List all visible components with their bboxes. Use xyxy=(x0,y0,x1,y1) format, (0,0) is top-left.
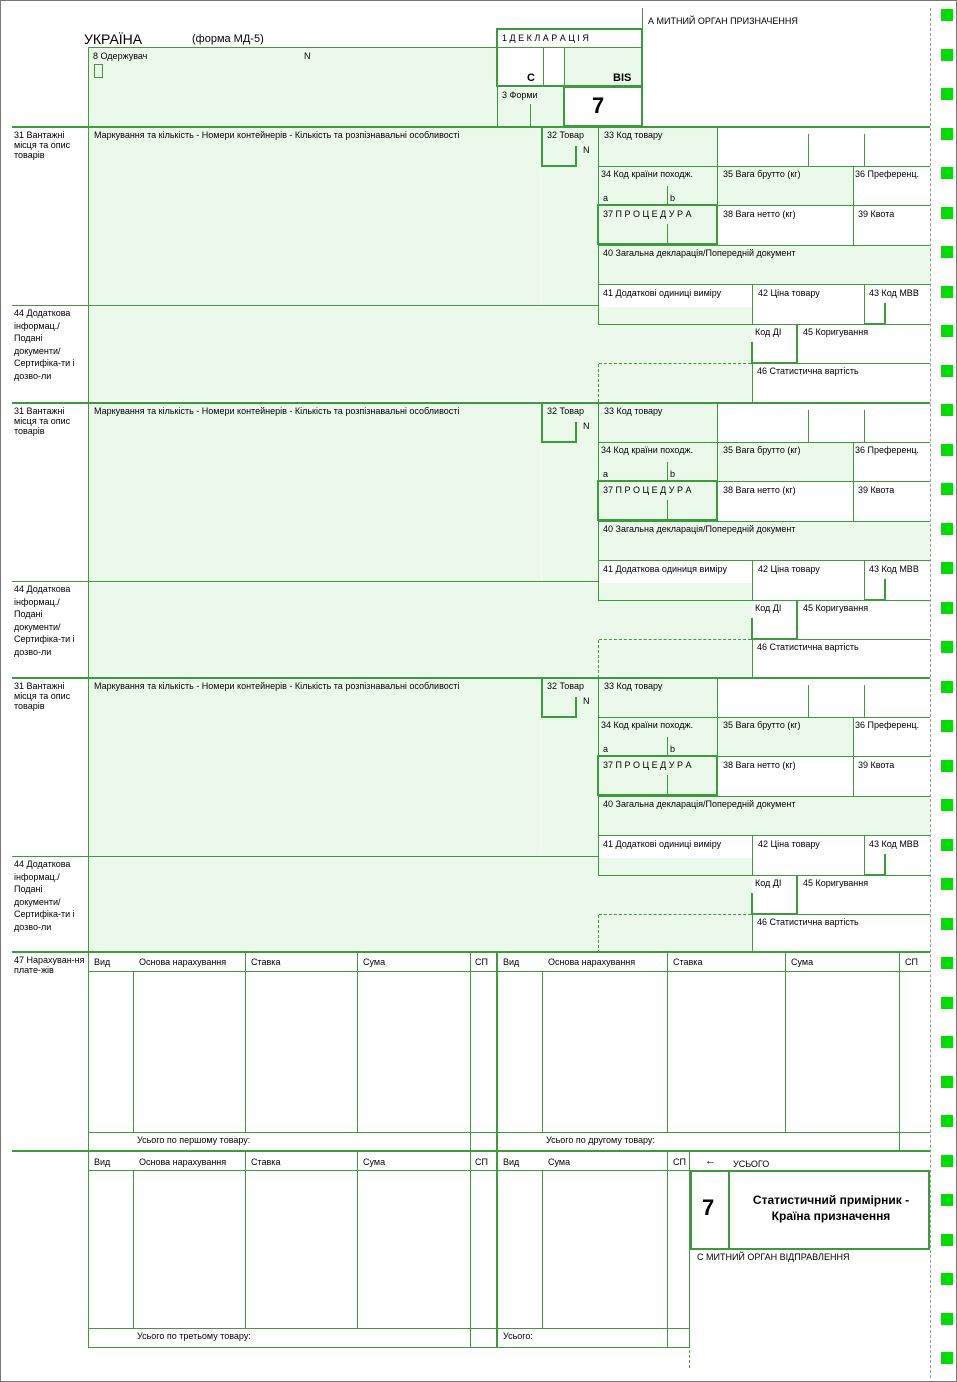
col-sep xyxy=(542,1170,543,1328)
box36-label: 36 Преференц. xyxy=(855,445,920,455)
box45-left xyxy=(796,324,798,364)
col-sp-3: СП xyxy=(475,1157,488,1167)
perforation-mark xyxy=(941,1273,953,1285)
col-sep xyxy=(470,952,471,1150)
box37-label: 37 П Р О Ц Е Д У Р А xyxy=(603,209,692,219)
box32-n: N xyxy=(583,145,590,155)
block-left-line xyxy=(88,402,89,678)
perforation-mark xyxy=(941,720,953,732)
box34-label: 34 Код країни походж. xyxy=(601,720,694,730)
box33-sep xyxy=(717,127,718,166)
total-second: Усього по другому товару: xyxy=(546,1135,655,1145)
box37-sep xyxy=(667,224,668,244)
row-line xyxy=(599,284,930,285)
code-di-tick xyxy=(751,618,753,640)
row-line xyxy=(599,796,930,797)
box31-fill xyxy=(89,127,541,305)
declaration-c: C xyxy=(527,72,535,84)
box45-label: 45 Коригування xyxy=(803,603,869,613)
box43-label: 43 Код МВВ xyxy=(869,288,919,298)
perforation-mark xyxy=(941,365,953,377)
perforation-mark xyxy=(941,9,953,21)
form-name: (форма МД-5) xyxy=(192,33,264,45)
box41-label: 41 Додаткова одиниця виміру xyxy=(603,564,727,574)
box31-sub: Маркування та кількість - Номери контейнерів - Кількість та розпізнавальні особливості xyxy=(94,130,460,140)
row-line xyxy=(599,442,930,443)
box34-b: b xyxy=(670,469,676,479)
box32-tick xyxy=(575,146,577,167)
box37-sep xyxy=(667,775,668,795)
box42-label: 42 Ціна товару xyxy=(758,564,820,574)
block-top-line xyxy=(12,677,930,679)
perforation-mark xyxy=(941,1076,953,1088)
code-di-label: Код ДІ xyxy=(755,878,782,888)
box38-label: 38 Вага нетто (кг) xyxy=(723,485,796,495)
forms-divider xyxy=(530,104,531,126)
box42-label: 42 Ціна товару xyxy=(758,288,820,298)
box33-label: 33 Код товару xyxy=(604,130,663,140)
code-di-label: Код ДІ xyxy=(755,327,782,337)
box32-left xyxy=(541,126,543,167)
col-base-3: Основа нарахування xyxy=(139,1157,227,1167)
box34-sep xyxy=(667,462,668,480)
block-top-line xyxy=(12,126,930,128)
copy-title: Статистичний примірник - Країна призначення xyxy=(752,1193,910,1223)
col-752 xyxy=(752,561,753,601)
box33-label: 33 Код товару xyxy=(604,406,663,416)
perforation-mark xyxy=(941,562,953,574)
dashed-line xyxy=(598,915,599,953)
charges-lower-total-line xyxy=(88,1328,690,1329)
total-first: Усього по першому товару: xyxy=(137,1135,251,1145)
col-sep xyxy=(667,1151,668,1348)
perforation-mark xyxy=(941,957,953,969)
box34-label: 34 Код країни походж. xyxy=(601,445,694,455)
perforation-mark xyxy=(941,641,953,653)
block-left-line xyxy=(88,126,89,402)
col-type-3: Вид xyxy=(94,1157,111,1167)
box43-label: 43 Код МВВ xyxy=(869,839,919,849)
col-752 xyxy=(752,836,753,876)
declaration-v2 xyxy=(564,48,565,86)
box45-left xyxy=(796,875,798,915)
block-top-line xyxy=(12,402,930,404)
col-rate-3: Ставка xyxy=(251,1157,281,1167)
dashed-line xyxy=(599,363,751,364)
grand-total-label: УСЬОГО xyxy=(733,1159,770,1169)
box31-label: 31 Вантажні місця та опис товарів xyxy=(14,130,71,160)
box33-sep xyxy=(808,410,809,442)
box31-sub: Маркування та кількість - Номери контейнерів - Кількість та розпізнавальні особливості xyxy=(94,681,460,691)
row-line xyxy=(599,835,930,836)
box34-a: a xyxy=(603,469,609,479)
perforation-mark xyxy=(941,1115,953,1127)
box45-left xyxy=(796,600,798,640)
total-label: Усього: xyxy=(503,1331,533,1341)
box44-label: 44 Додаткова інформац./ Подані документи/ Сертифіка-ти і дозво-ли xyxy=(14,859,75,932)
box33-sep xyxy=(808,685,809,717)
box39-label: 39 Квота xyxy=(858,760,895,770)
box41-label: 41 Додаткові одиниці виміру xyxy=(603,288,722,298)
col-sp-2: СП xyxy=(905,957,918,967)
box-c-dashed-top xyxy=(690,1248,930,1249)
code-di-label: Код ДІ xyxy=(755,603,782,613)
box31-fill xyxy=(89,678,541,856)
box40-label: 40 Загальна декларація/Попередній документ xyxy=(603,248,796,258)
forms-label: 3 Форми xyxy=(502,90,538,100)
row-line xyxy=(599,324,930,325)
box44-top-line xyxy=(12,305,599,306)
box-a-tick xyxy=(642,8,643,30)
perforation-mark xyxy=(941,88,953,100)
box43-tick xyxy=(884,579,886,601)
col-sep xyxy=(542,971,543,1132)
box37-sep xyxy=(667,500,668,520)
perforation-mark xyxy=(941,1194,953,1206)
col-sep xyxy=(245,952,246,1132)
row-line xyxy=(798,914,930,915)
col-sep xyxy=(133,971,134,1132)
box32-left xyxy=(541,402,543,443)
box32-label: 32 Товар xyxy=(547,406,585,416)
box46-left xyxy=(752,915,753,953)
perforation-mark xyxy=(941,1155,953,1167)
perforation-mark xyxy=(941,839,953,851)
col-type-2: Вид xyxy=(503,957,520,967)
box33-label: 33 Код товару xyxy=(604,681,663,691)
box33-sep xyxy=(864,685,865,717)
col-sum-4: Сума xyxy=(548,1157,571,1167)
col-rate: Ставка xyxy=(251,957,281,967)
col-752 xyxy=(752,285,753,325)
box32-tick xyxy=(575,422,577,443)
box32-label: 32 Товар xyxy=(547,681,585,691)
box46-label: 46 Статистична вартість xyxy=(757,366,859,376)
perforation-mark xyxy=(941,1234,953,1246)
dashed-line xyxy=(598,364,599,402)
declaration-v1 xyxy=(543,48,544,86)
box-a-label: А МИТНИЙ ОРГАН ПРИЗНАЧЕННЯ xyxy=(648,16,798,26)
box-c-label: С МИТНИЙ ОРГАН ВІДПРАВЛЕННЯ xyxy=(697,1252,850,1262)
box32-fill xyxy=(542,678,598,856)
box34-b: b xyxy=(670,193,676,203)
country-title: УКРАЇНА xyxy=(84,31,143,47)
box32-bottom xyxy=(541,441,577,443)
box32-n: N xyxy=(583,696,590,706)
box44-top-line xyxy=(12,581,599,582)
perforation-mark xyxy=(941,167,953,179)
box31-fill xyxy=(89,403,541,581)
box34-sep xyxy=(667,186,668,204)
perforation-mark xyxy=(941,1313,953,1325)
perforation-mark xyxy=(941,799,953,811)
box40-label: 40 Загальна декларація/Попередній документ xyxy=(603,799,796,809)
box34-sep xyxy=(667,737,668,755)
col-sum-3: Сума xyxy=(363,1157,386,1167)
col-sum-2: Сума xyxy=(791,957,814,967)
col-sep xyxy=(357,1151,358,1328)
arrow-icon: ← xyxy=(705,1155,716,1167)
code-di-bottom xyxy=(751,913,797,915)
charges-header-line xyxy=(88,971,930,972)
box47-label: 47 Нарахуван-ня плате-жів xyxy=(14,955,85,975)
perforation-mark xyxy=(941,207,953,219)
box45-label: 45 Коригування xyxy=(803,327,869,337)
box46-left xyxy=(752,364,753,402)
box43-tick xyxy=(884,303,886,325)
perforation-mark xyxy=(941,49,953,61)
box39-label: 39 Квота xyxy=(858,485,895,495)
col-base: Основа нарахування xyxy=(139,957,227,967)
recipient-checkbox[interactable] xyxy=(94,64,103,78)
row-line xyxy=(599,875,930,876)
box32-label: 32 Товар xyxy=(547,130,585,140)
perforation-mark xyxy=(941,444,953,456)
code-di-bottom xyxy=(751,362,797,364)
box41-label: 41 Додаткові одиниці виміру xyxy=(603,839,722,849)
box34-b: b xyxy=(670,744,676,754)
col-sep xyxy=(899,952,900,1150)
col-sep xyxy=(357,952,358,1132)
charges-top-line xyxy=(12,951,930,953)
box32-tick xyxy=(575,697,577,718)
box36-label: 36 Преференц. xyxy=(855,169,920,179)
perforation-mark xyxy=(941,483,953,495)
total-third: Усього по третьому товару: xyxy=(137,1331,251,1341)
box35-label: 35 Вага брутто (кг) xyxy=(723,169,801,179)
box31-label: 31 Вантажні місця та опис товарів xyxy=(14,681,71,711)
col-864 xyxy=(864,561,865,601)
box37-label: 37 П Р О Ц Е Д У Р А xyxy=(603,760,692,770)
row-line xyxy=(798,639,930,640)
col-sep xyxy=(133,1170,134,1328)
box34-a: a xyxy=(603,193,609,203)
perforation-mark xyxy=(941,325,953,337)
recipient-fill xyxy=(89,48,497,126)
col-sep xyxy=(667,952,668,1132)
perforation-mark xyxy=(941,404,953,416)
col-sep xyxy=(245,1151,246,1328)
box42-label: 42 Ціна товару xyxy=(758,839,820,849)
col-864 xyxy=(864,285,865,325)
perforation-mark xyxy=(941,602,953,614)
charges-total-line xyxy=(88,1132,930,1133)
box44-label: 44 Додаткова інформац./ Подані документи/ Сертифіка-ти і дозво-ли xyxy=(14,584,75,657)
perforation-mark xyxy=(941,760,953,772)
perforation-mark xyxy=(941,286,953,298)
box44-top-line xyxy=(12,856,599,857)
box39-label: 39 Квота xyxy=(858,209,895,219)
block-left-line xyxy=(88,677,89,953)
row-line xyxy=(599,560,930,561)
box46-label: 46 Статистична вартість xyxy=(757,642,859,652)
col-type-4: Вид xyxy=(503,1157,520,1167)
col-864 xyxy=(864,836,865,876)
box32-bottom xyxy=(541,716,577,718)
col-sep xyxy=(470,1151,471,1348)
row-line xyxy=(599,600,930,601)
box37-label: 37 П Р О Ц Е Д У Р А xyxy=(603,485,692,495)
row-line xyxy=(798,363,930,364)
recipient-label: 8 Одержувач xyxy=(93,51,148,61)
row-line xyxy=(599,166,930,167)
box38-label: 38 Вага нетто (кг) xyxy=(723,209,796,219)
recipient-n: N xyxy=(304,51,311,61)
dashed-line xyxy=(599,914,751,915)
box45-label: 45 Коригування xyxy=(803,878,869,888)
dashed-line xyxy=(598,640,599,678)
box31-sub: Маркування та кількість - Номери контейнерів - Кількість та розпізнавальні особливості xyxy=(94,406,460,416)
box33-sep xyxy=(808,134,809,166)
col-rate-2: Ставка xyxy=(673,957,703,967)
perforation-line xyxy=(930,8,931,1378)
box32-n: N xyxy=(583,421,590,431)
box32-fill xyxy=(542,127,598,305)
charges-lower-header-line xyxy=(88,1170,690,1171)
box-c-dashed-left xyxy=(689,1250,690,1368)
perforation-mark xyxy=(941,681,953,693)
perforation-mark xyxy=(941,997,953,1009)
declaration-divider xyxy=(498,47,641,48)
box33-sep xyxy=(717,403,718,442)
code-di-tick xyxy=(751,342,753,364)
perforation-mark xyxy=(941,878,953,890)
box32-fill xyxy=(542,403,598,581)
perforation-mark xyxy=(941,246,953,258)
perforation-mark xyxy=(941,918,953,930)
code-di-bottom xyxy=(751,638,797,640)
col-base-2: Основа нарахування xyxy=(548,957,636,967)
box31-label: 31 Вантажні місця та опис товарів xyxy=(14,406,71,436)
footer-copy-number: 7 xyxy=(702,1195,715,1220)
box35-label: 35 Вага брутто (кг) xyxy=(723,720,801,730)
box46-left xyxy=(752,640,753,678)
box36-label: 36 Преференц. xyxy=(855,720,920,730)
declaration-bis: BIS xyxy=(613,72,632,84)
perforation-mark xyxy=(941,1352,953,1364)
perforation-mark xyxy=(941,1036,953,1048)
box34-label: 34 Код країни походж. xyxy=(601,169,694,179)
col-sep xyxy=(785,952,786,1132)
box33-sep xyxy=(864,134,865,166)
perforation-mark xyxy=(941,128,953,140)
box32-left xyxy=(541,677,543,718)
recipient-top xyxy=(88,47,497,48)
col-sp: СП xyxy=(475,957,488,967)
perforation-mark xyxy=(941,523,953,535)
box43-tick xyxy=(884,854,886,876)
charges-bottom-line xyxy=(88,1347,690,1348)
copy-number: 7 xyxy=(592,93,605,118)
forms-left xyxy=(497,87,498,127)
col-sp-4: СП xyxy=(673,1157,686,1167)
box38-label: 38 Вага нетто (кг) xyxy=(723,760,796,770)
box46-label: 46 Статистична вартість xyxy=(757,917,859,927)
box33-sep xyxy=(717,678,718,717)
col-type: Вид xyxy=(94,957,111,967)
row-line xyxy=(599,521,930,522)
dashed-line xyxy=(599,639,751,640)
row-line xyxy=(599,717,930,718)
box44-label: 44 Додаткова інформац./ Подані документи/ Сертифіка-ти і дозво-ли xyxy=(14,308,75,381)
charges-mid-line xyxy=(12,1150,930,1152)
box34-a: a xyxy=(603,744,609,754)
box32-bottom xyxy=(541,165,577,167)
row-line xyxy=(599,245,930,246)
box33-sep xyxy=(864,410,865,442)
box35-label: 35 Вага брутто (кг) xyxy=(723,445,801,455)
box40-label: 40 Загальна декларація/Попередній документ xyxy=(603,524,796,534)
recipient-left xyxy=(88,47,89,127)
box43-label: 43 Код МВВ xyxy=(869,564,919,574)
col-sum: Сума xyxy=(363,957,386,967)
declaration-label: 1 Д Е К Л А Р А Ц І Я xyxy=(502,33,589,43)
code-di-tick xyxy=(751,893,753,915)
